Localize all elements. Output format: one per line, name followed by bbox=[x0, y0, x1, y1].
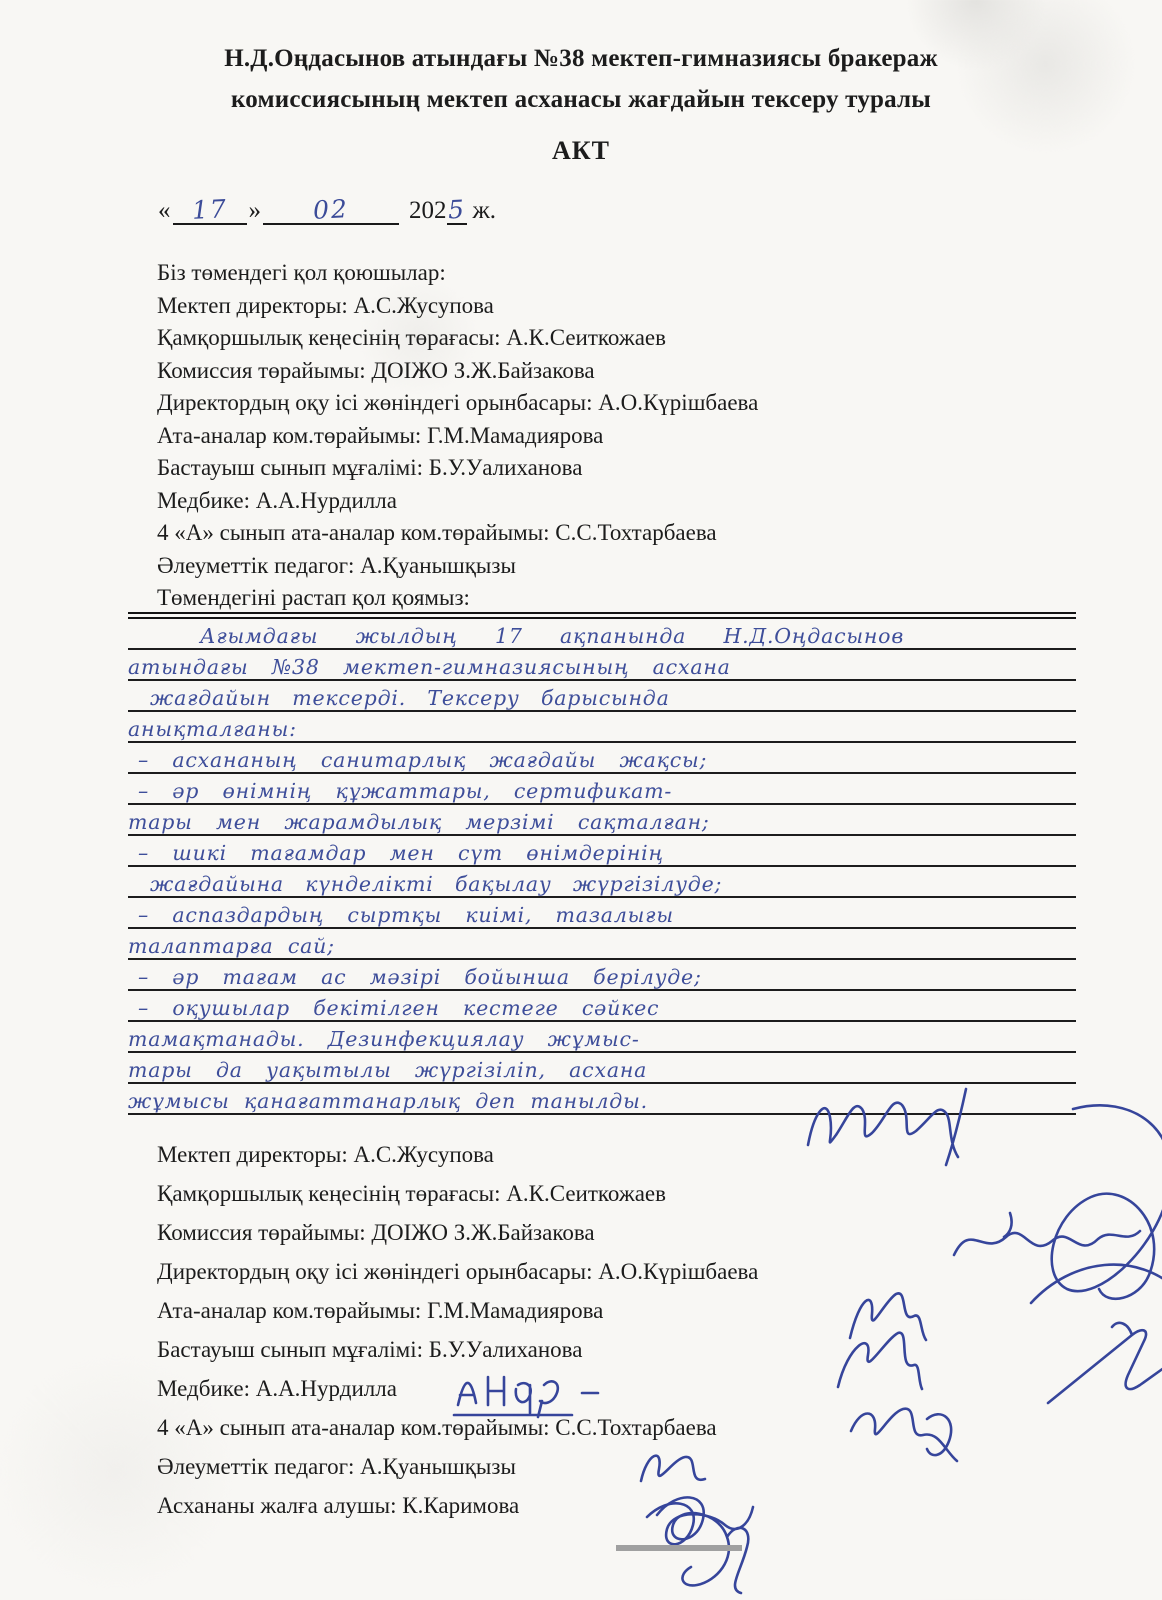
signature-row: Мектеп директоры: А.С.Жусупова bbox=[157, 1142, 494, 1167]
date-open-quote: « bbox=[158, 197, 171, 224]
handwritten-line: – асхананың санитарлық жағдайы жақсы; bbox=[128, 743, 1076, 774]
document-title bbox=[90, 38, 1072, 120]
scan-underline-mark bbox=[616, 1545, 742, 1551]
handwritten-line: – оқушылар бекітілген кестеге сәйкес bbox=[128, 991, 1076, 1022]
intro-line: Директордың оқу ісі жөніндегі орынбасары: А.О.Күрішбаева bbox=[157, 390, 759, 415]
act-heading: АКТ bbox=[552, 136, 610, 165]
signature-zhusupova-icon bbox=[800, 1083, 990, 1168]
intro-line: Бастауыш сынып мұғалімі: Б.У.Уалиханова bbox=[157, 455, 583, 480]
signature-row: Медбике: А.А.Нурдилла bbox=[157, 1376, 397, 1401]
handwritten-line: – әр тағам ас мәзірі бойынша берілуде; bbox=[128, 960, 1076, 991]
signature-karimova-icon bbox=[635, 1483, 775, 1598]
handwritten-line: жағдайына күнделікті бақылау жүргізілуде; bbox=[128, 867, 1076, 898]
handwritten-line: – шикі тағамдар мен сүт өнімдерінің bbox=[128, 836, 1076, 867]
date-suffix: ж. bbox=[472, 197, 497, 224]
signature-row: Ата-аналар ком.төрайымы: Г.М.Мамадиярова bbox=[157, 1298, 604, 1323]
handwritten-line: атындағы №38 мектеп-гимназиясының асхана bbox=[128, 650, 1076, 681]
date-year-blank bbox=[447, 193, 467, 225]
intro-line: Төмендегіні растап қол қоямыз: bbox=[157, 585, 470, 610]
handwritten-line: жағдайын тексерді. Тексеру барысында bbox=[128, 681, 1076, 712]
signature-row: Директордың оқу ісі жөніндегі орынбасары: А.О.Күрішбаева bbox=[157, 1259, 759, 1284]
handwritten-line: анықталғаны: bbox=[128, 712, 1076, 743]
handwritten-line: Ағымдағы жылдың 17 ақпанында Н.Д.Оңдасынов bbox=[128, 619, 1076, 650]
handwritten-line: тамақтанады. Дезинфекциялау жұмыс- bbox=[128, 1022, 1076, 1053]
handwritten-note-area bbox=[128, 612, 1076, 1115]
intro-line: Мектеп директоры: А.С.Жусупова bbox=[157, 292, 494, 318]
signature-row: Қамқоршылық кеңесінің төрағасы: А.К.Сеиткожаев bbox=[157, 1181, 666, 1206]
date-line bbox=[156, 193, 496, 225]
date-month-blank bbox=[263, 193, 399, 225]
signature-row: Әлеуметтік педагог: А.Қуанышқызы bbox=[157, 1454, 516, 1479]
signature-kurishbaeva-icon bbox=[1040, 1313, 1162, 1413]
intro-line: Қамқоршылық кеңесінің төрағасы: А.К.Сеиткожаев bbox=[157, 325, 666, 350]
signature-block bbox=[0, 1125, 1162, 1600]
signature-row: Бастауыш сынып мұғалімі: Б.У.Уалиханова bbox=[157, 1337, 583, 1362]
intro-line: Біз төмендегі қол қоюшылар: bbox=[157, 260, 446, 285]
handwritten-line: тары мен жарамдылық мерзімі сақталған; bbox=[128, 805, 1076, 836]
signature-medbike-nurdilla-icon bbox=[452, 1363, 602, 1423]
document-title-line-1: Н.Д.Оңдасынов атындағы №38 мектеп-гимназиясы бракераж bbox=[224, 45, 938, 72]
date-year-printed: 202 bbox=[409, 197, 447, 224]
double-rule-line bbox=[128, 612, 1076, 619]
signature-baizakova-icon bbox=[950, 1203, 1145, 1273]
date-year-digit-handwritten: 5 bbox=[446, 194, 467, 225]
signature-row: 4 «А» сынып ата-аналар ком.төрайымы: С.С.Тохтарбаева bbox=[157, 1415, 717, 1440]
signature-ualikhanova-icon bbox=[830, 1323, 925, 1398]
intro-line: Әлеуметтік педагог: А.Қуанышқызы bbox=[157, 552, 516, 578]
date-day-blank bbox=[173, 193, 247, 225]
date-month-handwritten: 02 bbox=[312, 194, 350, 225]
signature-row: Асхананы жалға алушы: К.Каримова bbox=[157, 1493, 520, 1518]
handwritten-line: жұмысы қанағаттанарлық деп танылды. bbox=[128, 1084, 1076, 1115]
signatories-intro-list bbox=[157, 257, 1057, 615]
signature-tokhtarbaeva-icon bbox=[845, 1397, 965, 1477]
date-close-quote: » bbox=[248, 197, 261, 224]
document-title-line-2: комиссиясының мектеп асханасы жағдайын тексеру туралы bbox=[230, 86, 932, 113]
handwritten-line: тары да уақытылы жүргізіліп, асхана bbox=[128, 1053, 1076, 1084]
intro-line: Ата-аналар ком.төрайымы: Г.М.Мамадиярова bbox=[157, 422, 604, 448]
intro-line: Медбике: А.А.Нурдилла bbox=[157, 487, 397, 513]
handwritten-line: талаптарға сай; bbox=[128, 929, 1076, 960]
handwritten-line: – әр өнімнің құжаттары, сертификат- bbox=[128, 774, 1076, 805]
date-day-handwritten: 17 bbox=[190, 194, 229, 225]
handwritten-line: – аспаздардың сыртқы киімі, тазалығы bbox=[128, 898, 1076, 929]
intro-line: Комиссия төрайымы: ДОІЖО З.Ж.Байзакова bbox=[157, 357, 595, 383]
signature-row: Комиссия төрайымы: ДОІЖО З.Ж.Байзакова bbox=[157, 1220, 595, 1245]
intro-line: 4 «А» сынып ата-аналар ком.төрайымы: С.С.Тохтарбаева bbox=[157, 520, 717, 545]
